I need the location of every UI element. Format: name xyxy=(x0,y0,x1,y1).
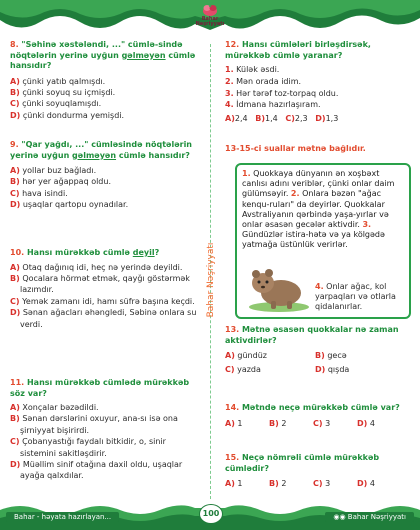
options-row xyxy=(225,418,413,429)
question-9 xyxy=(10,140,198,211)
option-a[interactable]: A)2,4 xyxy=(225,114,248,124)
option-a[interactable]: A) gündüz xyxy=(225,351,267,360)
option-d[interactable]: D) çünki dondurma yemişdi. xyxy=(10,110,125,120)
option-a[interactable]: A) yollar buz bağladı. xyxy=(10,166,97,175)
option-a[interactable]: A) Otaq dağınıq idi, heç nə yerində deyildi. xyxy=(10,262,183,272)
question-number: 12. xyxy=(225,40,240,49)
option-b[interactable]: B)1,4 xyxy=(255,114,278,124)
passage-text-end: 4. Onlar ağac, kol yarpaqları və otlarla qidalanırlar. xyxy=(315,282,396,312)
question-15: 15. Neçə nömrəli cümlə mürəkkəb cümlədir? A) 1 B) 2 C) 3 D) 4 xyxy=(225,453,413,489)
option-b[interactable]: B) çünki soyuq su içmişdi. xyxy=(10,87,116,97)
question-text: "Qar yağdı, ..." cümləsində nöqtələrin yerinə uyğun xyxy=(10,140,193,160)
options-row xyxy=(225,113,413,125)
option-b[interactable]: B) Qocalara hörmət etmək, qayğı göstərmək lazımdır. xyxy=(10,273,190,295)
statement-4: 4. İdmana hazırlaşıram. xyxy=(225,100,321,110)
question-text: Mətnə əsasən quokkalar nə zaman aktivdirlər? xyxy=(225,325,399,345)
logo-text: Bahar Nəşriyyatı xyxy=(195,16,225,27)
passage-text: 1. Quokkaya dünyanın ən xoşbəxt canlısı adını veriblər, çünki onlar daim gülümsəyir. 2. Onlara bəzən "ağac kenqu-ruları" da deyirlər. Quokkalar Avstraliyanın qərbində yaşa-yırlar və onlar əsasən gecələr aktivdir. 3. Gündüzlər istira-hətə və ya kölgədə yatmağa üstünlük verirlər. xyxy=(242,169,395,250)
question-number: 8. xyxy=(10,40,19,49)
question-number: 10. xyxy=(10,248,25,257)
footer-publisher-label: Bahar Nəşriyyatı xyxy=(347,513,406,521)
option-b[interactable]: B) gecə xyxy=(315,351,347,360)
option-b[interactable]: B) Sənan dərslərini oxuyur, ana-sı isə ona şirniyyat bişirirdi. xyxy=(10,414,178,435)
option-a[interactable]: A) Xonçalar bəzədildi. xyxy=(10,403,99,412)
option-a[interactable]: A) 1 xyxy=(225,418,243,428)
question-14: 14. Mətndə neçə mürəkkəb cümlə var? A) 1 B) 2 C) 3 D) 4 xyxy=(225,403,413,429)
option-c[interactable]: C) çünki soyuqlamışdı. xyxy=(10,99,102,109)
option-b[interactable]: B) 2 xyxy=(269,418,287,428)
question-10 xyxy=(10,248,198,330)
page-number: 100 xyxy=(199,504,223,524)
question-text: Mətndə neçə mürəkkəb cümlə var? xyxy=(241,403,400,412)
spine-text xyxy=(197,237,225,327)
option-c[interactable]: C) 3 xyxy=(313,418,331,428)
option-c[interactable]: C) hava isindi. xyxy=(10,188,68,198)
option-d[interactable]: D) 4 xyxy=(357,418,375,428)
option-d[interactable]: D)1,3 xyxy=(315,114,339,124)
question-number: 9. xyxy=(10,140,19,149)
passage-heading xyxy=(225,144,413,153)
question-13: 13. Mətnə əsasən quokkalar nə zaman aktivdirlər? A) gündüz B) gecə C) yazda D) qışda xyxy=(225,325,413,377)
publisher-logo xyxy=(195,3,225,27)
question-emphasis: gəlməyən xyxy=(72,150,117,160)
option-c[interactable]: C) yazda xyxy=(225,365,261,374)
options-row xyxy=(225,478,413,489)
question-11 xyxy=(10,378,198,482)
option-c[interactable]: C) Yemək zamanı idi, hamı süfrə başına keçdi. xyxy=(10,296,195,306)
passage-heading-text: 13-15-ci suallar mətnə bağlıdır. xyxy=(225,144,366,153)
option-a[interactable]: A) 1 xyxy=(225,479,243,488)
option-d[interactable]: D) qışda xyxy=(315,365,350,374)
option-d[interactable]: D) uşaqlar qartopu oynadılar. xyxy=(10,200,129,210)
spine-label: Bahar Nəşriyyatı xyxy=(206,242,216,318)
question-text: Hansı mürəkkəb cümlə xyxy=(26,248,133,257)
question-text: Neçə nömrəli cümlə mürəkkəb cümlədir? xyxy=(225,453,380,473)
footer-publisher xyxy=(325,512,414,522)
quokka-illustration xyxy=(243,261,313,313)
question-emphasis: deyil xyxy=(132,248,155,257)
question-text: Hansı cümlələri birləşdirsək, mürəkkəb cümlə yaranar? xyxy=(225,40,371,60)
statement-1: 1. Külək əsdi. xyxy=(225,65,280,74)
question-text: "Səhinə xəstələndi, ..." cümlə-sində nöqtələrin yerinə uyğun xyxy=(10,40,183,60)
options-row-1 xyxy=(225,349,413,363)
passage-box xyxy=(235,163,411,319)
option-c[interactable]: C) Çobanyastığı faydalı bitkidir, o, sinir sistemini sakitləşdirir. xyxy=(10,437,166,458)
flower-logo-icon xyxy=(201,3,219,17)
option-d[interactable]: D) 4 xyxy=(357,479,375,488)
social-icons: ◉◉ xyxy=(333,513,348,521)
question-8 xyxy=(10,40,198,121)
option-d[interactable]: D) Sənan ağacları əhəngledi, Səbinə onlara su verdi. xyxy=(10,308,197,329)
statement-3: 3. Hər tərəf toz-torpaq oldu. xyxy=(225,88,339,98)
footer-slogan: Bahar - həyata hazırlayan... xyxy=(6,512,119,522)
option-a[interactable]: A) çünki yatıb qalmışdı. xyxy=(10,76,106,86)
statement-2: 2. Mən orada idim. xyxy=(225,76,302,86)
option-b[interactable]: B) 2 xyxy=(269,479,287,488)
question-text-end: ? xyxy=(154,248,160,257)
question-text-end: cümlə hansıdır? xyxy=(10,50,196,70)
option-c[interactable]: C)2,3 xyxy=(285,114,308,124)
options-row-2 xyxy=(225,363,413,377)
question-text-end: cümlə hansıdır? xyxy=(116,150,190,160)
question-12 xyxy=(225,40,413,125)
option-b[interactable]: B) hər yer ağappaq oldu. xyxy=(10,177,111,187)
question-emphasis: gəlməyən xyxy=(121,50,166,60)
question-number: 11. xyxy=(10,378,25,387)
question-text: Hansı mürəkkəb cümlədə mürəkkəb söz var? xyxy=(10,378,190,398)
option-d[interactable]: D) Müəllim sinif otağına daxil oldu, uşaqlar ayağa qalxdılar. xyxy=(10,460,183,481)
option-c[interactable]: C) 3 xyxy=(313,479,331,488)
